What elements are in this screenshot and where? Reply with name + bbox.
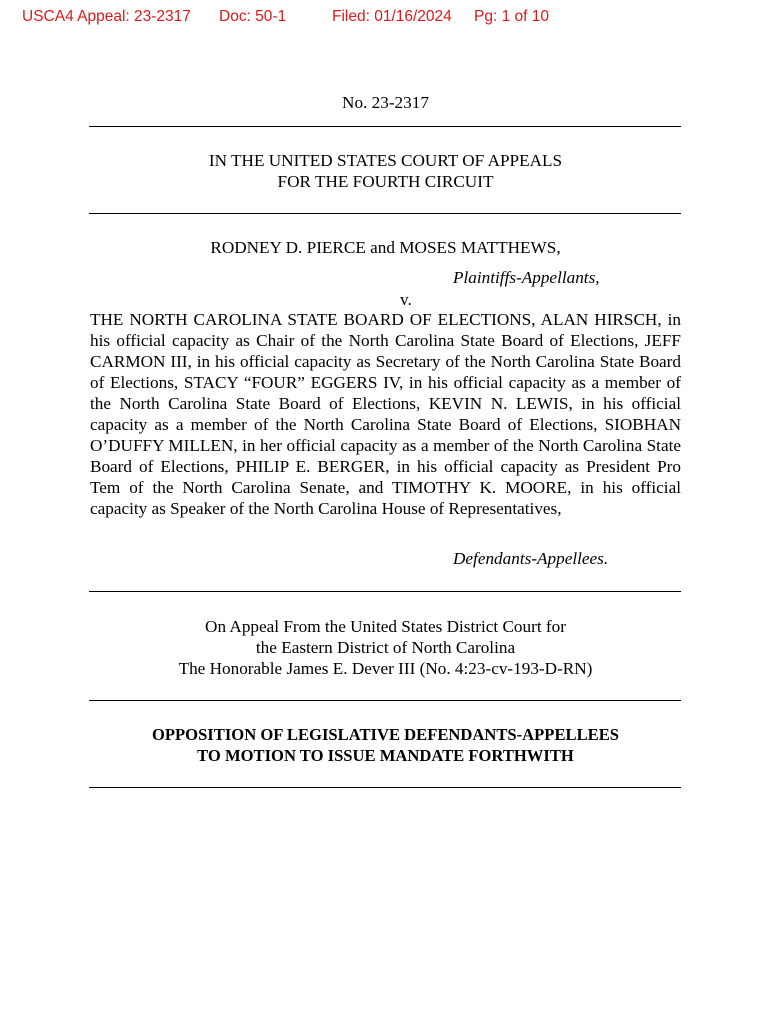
defendants-names: THE NORTH CAROLINA STATE BOARD OF ELECTIONS, ALAN HIRSCH, in his official capacity as Chair of the North Carolina State Board of Elections, JEFF CARMON III, in his official capacity as Secretary of the North Carolina State Board of Elections, STACY “FOUR” EGGERS IV, in his official capacity as a member of the North Carolina State Board of Elections, KEVIN N. LEWIS, in his official capacity as a member of the North Carolina State Board of Elections, SIOBHAN O’DUFFY MILLEN, in her official capacity as a member of the North Carolina State Board of Elections, PHILIP E. BERGER, in his official capacity as President Pro Tem of the North Carolina Senate, and TIMOTHY K. MOORE, in his official capacity as Speaker of the North Carolina House of Representatives, bbox=[90, 310, 681, 518]
appeal-origin bbox=[90, 616, 681, 679]
ecf-doc-number: Doc: 50-1 bbox=[219, 8, 287, 25]
ecf-case-number: USCA4 Appeal: 23-2317 bbox=[22, 8, 191, 25]
document-title-line-1: OPPOSITION OF LEGISLATIVE DEFENDANTS-APPELLEES bbox=[151, 725, 620, 744]
defendants-role: Defendants-Appellees. bbox=[453, 549, 609, 568]
appeal-line-2: the Eastern District of North Carolina bbox=[255, 638, 516, 657]
court-name-line-1: IN THE UNITED STATES COURT OF APPEALS bbox=[208, 151, 563, 170]
document-title-line-2: TO MOTION TO ISSUE MANDATE FORTHWITH bbox=[197, 746, 574, 765]
docket-number: No. 23-2317 bbox=[342, 93, 429, 112]
appeal-line-3: The Honorable James E. Dever III (No. 4:23-cv-193-D-RN) bbox=[178, 659, 593, 678]
court-name bbox=[90, 150, 681, 192]
plaintiffs-names: RODNEY D. PIERCE and MOSES MATTHEWS, bbox=[210, 238, 561, 257]
ecf-filed-date: Filed: 01/16/2024 bbox=[332, 8, 452, 25]
divider-rule bbox=[89, 213, 681, 214]
document-title bbox=[90, 724, 681, 766]
ecf-page-count: Pg: 1 of 10 bbox=[474, 8, 549, 25]
divider-rule bbox=[89, 126, 681, 127]
plaintiffs-role: Plaintiffs-Appellants, bbox=[453, 268, 600, 287]
divider-rule bbox=[89, 591, 681, 592]
appeal-line-1: On Appeal From the United States District Court for bbox=[205, 617, 566, 636]
divider-rule bbox=[89, 700, 681, 701]
versus: v. bbox=[400, 290, 412, 309]
divider-rule bbox=[89, 787, 681, 788]
court-name-line-2: FOR THE FOURTH CIRCUIT bbox=[277, 172, 494, 191]
